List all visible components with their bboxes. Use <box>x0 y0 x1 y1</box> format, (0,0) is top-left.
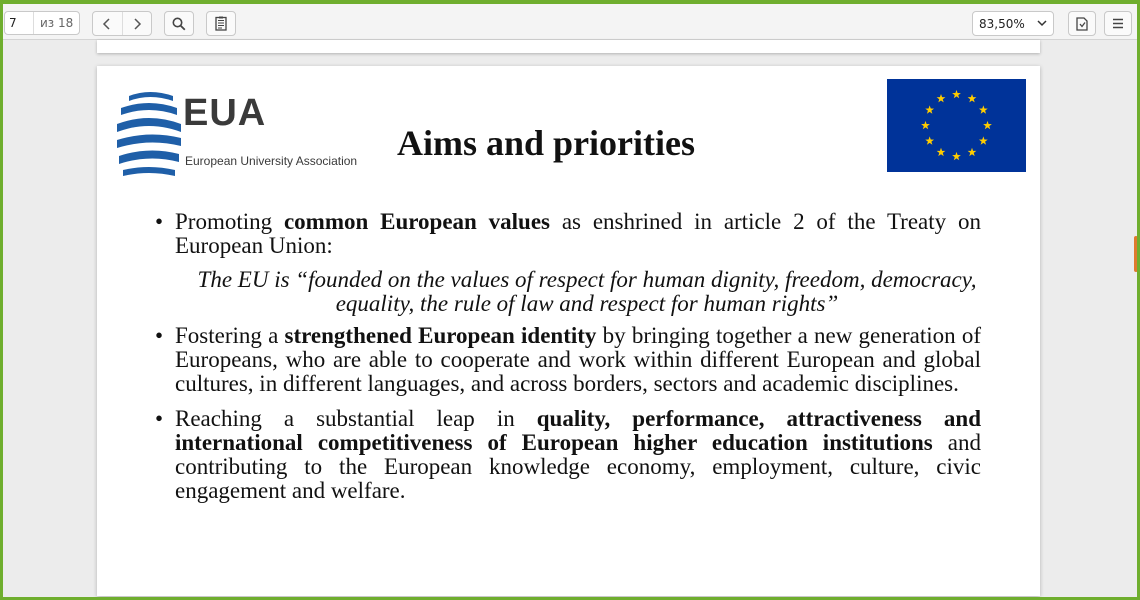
outline-button[interactable] <box>206 11 236 36</box>
page-number-field[interactable] <box>4 11 80 35</box>
treaty-quote: The EU is “founded on the values of respect for human dignity, freedom, democracy, equality, the rule of law and respect for human rights” <box>197 267 977 316</box>
save-document-icon <box>1076 17 1088 31</box>
eua-logo-subtitle: European University Association <box>185 154 358 168</box>
search-icon <box>172 17 186 31</box>
eua-logo-text: EUA <box>183 92 267 134</box>
vertical-scrollbar[interactable] <box>1132 40 1140 600</box>
bullet-list <box>155 210 981 503</box>
hamburger-menu-icon <box>1112 18 1124 29</box>
document-outline-icon <box>215 16 227 31</box>
next-page-button[interactable] <box>122 12 151 35</box>
chevron-left-icon <box>102 18 112 30</box>
page-number-input[interactable] <box>5 13 33 33</box>
previous-page-button[interactable] <box>93 12 122 35</box>
zoom-select[interactable] <box>972 11 1054 36</box>
pdf-page <box>97 66 1040 596</box>
slide-title: Aims and priorities <box>397 123 696 163</box>
chevron-right-icon <box>132 18 142 30</box>
zoom-value: 83,50% <box>979 16 1025 31</box>
window-title-strip <box>0 0 1140 4</box>
page-total-label: из 18 <box>33 12 73 34</box>
eu-flag-icon <box>887 79 1026 172</box>
search-button[interactable] <box>164 11 194 36</box>
menu-button[interactable] <box>1104 11 1132 36</box>
list-item: • Promoting common European values as enshrined in article 2 of the Treaty on European Union: The EU is “founded on the values of respect for human dignity, freedom, democracy, equality, the rule of law and respect for human rights” <box>155 210 981 316</box>
list-item: • Fostering a strengthened European identity by bringing together a new generation of Europeans, who are able to cooperate and work within different European and global cultures, in different languages, and across borders, sectors and academic disciplines. <box>155 324 981 396</box>
save-document-button[interactable] <box>1068 11 1096 36</box>
scrollbar-thumb[interactable] <box>1134 236 1138 272</box>
previous-page-sheet <box>97 40 1040 53</box>
chevron-down-icon <box>1037 20 1047 27</box>
page-navigation <box>92 11 152 36</box>
list-item: • Reaching a substantial leap in quality, performance, attractiveness and international competitiveness of European higher education institutions and contributing to the European knowledge economy, employment, culture, civic engagement and welfare. <box>155 407 981 503</box>
pdf-toolbar <box>0 0 1140 40</box>
